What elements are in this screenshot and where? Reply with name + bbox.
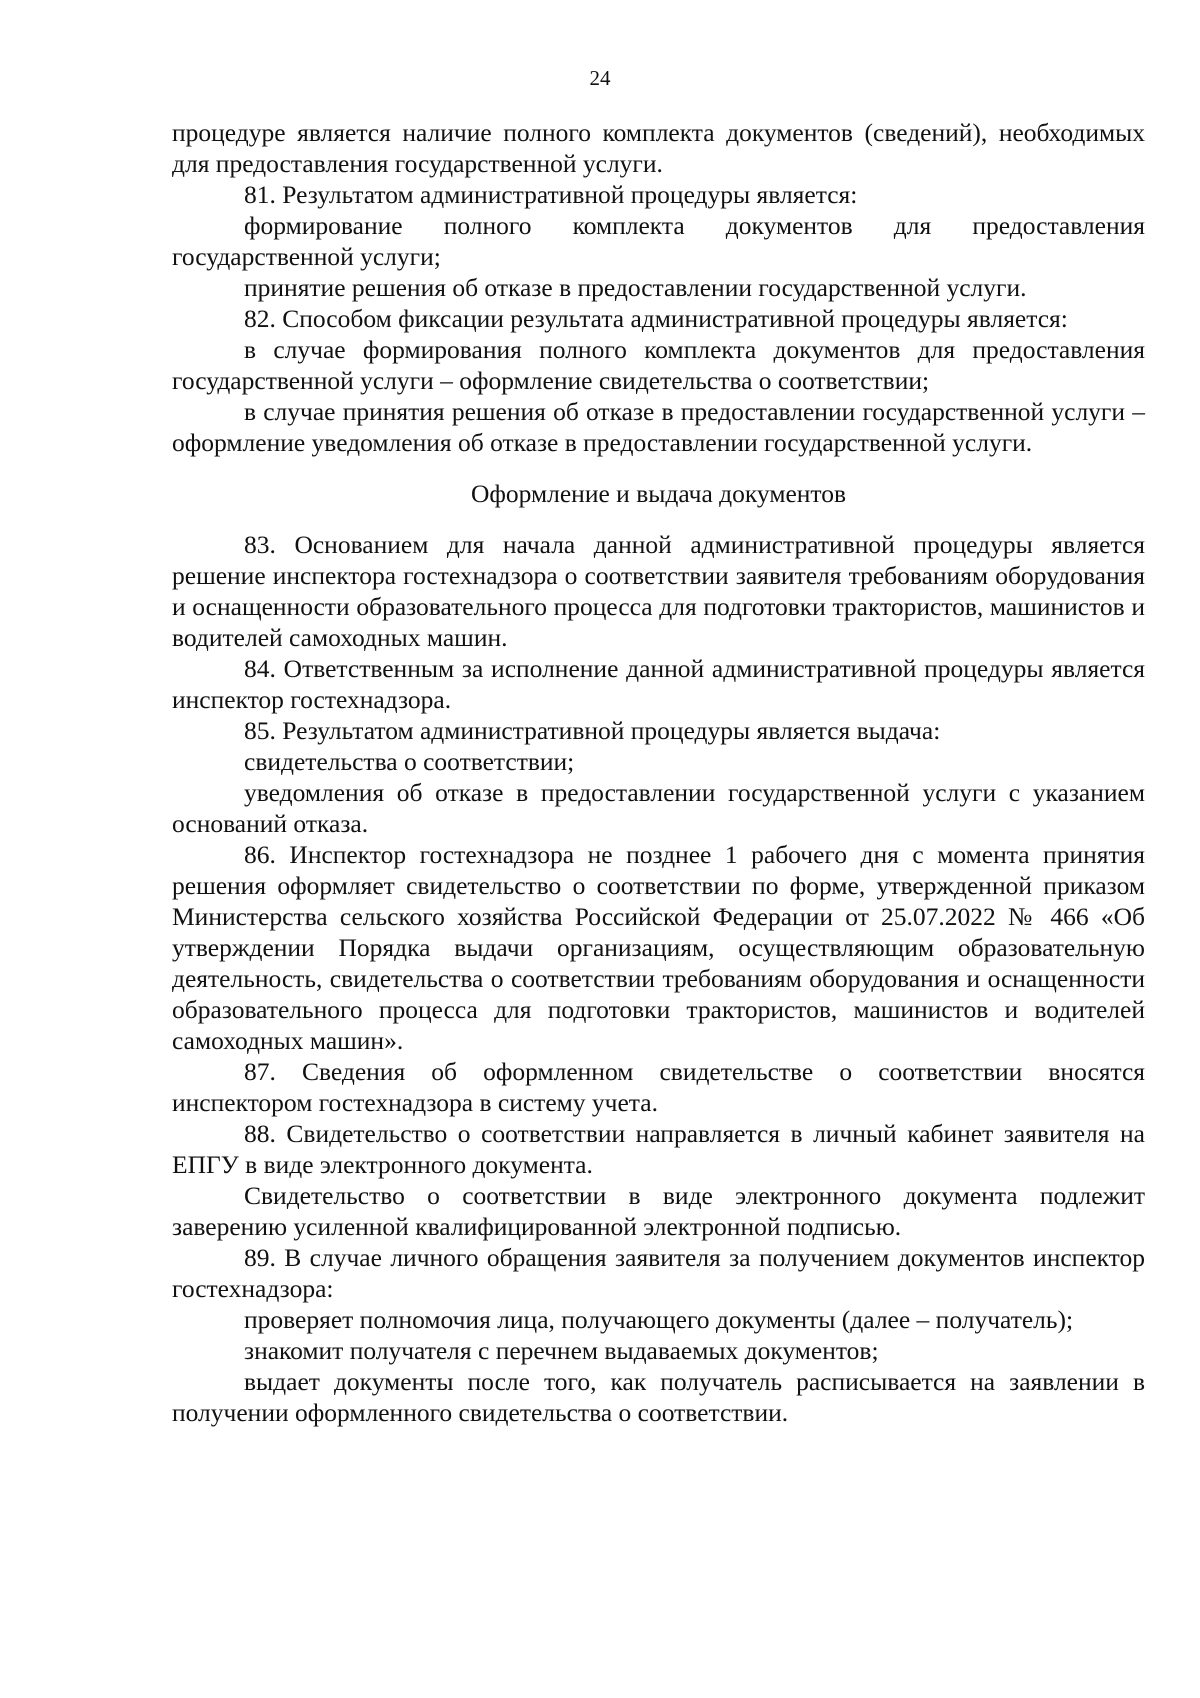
paragraph-88: 88. Свидетельство о соответствии направляется в личный кабинет заявителя на ЕПГУ в виде электронного документа. — [172, 1119, 1145, 1179]
paragraph-82: 82. Способом фиксации результата административной процедуры является: — [244, 304, 1068, 333]
paragraph-82-item-1: в случае формирования полного комплекта документов для предоставления государственной услуги – оформление свидетельства о соответствии; — [172, 335, 1145, 395]
paragraph-85: 85. Результатом административной процедуры является выдача: — [244, 716, 941, 745]
paragraph-86: 86. Инспектор гостехнадзора не позднее 1 рабочего дня с момента принятия решения оформляет свидетельство о соответствии по форме, утвержденной приказом Министерства сельского хозяйства Российской Федерации от 25.07.2022 № 466 «Об утверждении Порядка выдачи организациям, осуществляющим образовательную деятельность, свидетельства о соответствии требованиям оборудования и оснащенности образовательного процесса для подготовки трактористов, машинистов и водителей самоходных машин». — [172, 840, 1145, 1055]
paragraph-88-note: Свидетельство о соответствии в виде электронного документа подлежит заверению усиленной квалифицированной электронной подписью. — [172, 1181, 1145, 1241]
paragraph-89: 89. В случае личного обращения заявителя за получением документов инспектор гостехнадзора: — [172, 1243, 1145, 1303]
paragraph-84: 84. Ответственным за исполнение данной административной процедуры является инспектор гостехнадзора. — [172, 654, 1145, 714]
paragraph-89-item-1: проверяет полномочия лица, получающего документы (далее – получатель); — [244, 1305, 1074, 1334]
document-body — [172, 117, 1145, 1428]
paragraph-89-item-2: знакомит получателя с перечнем выдаваемых документов; — [244, 1336, 879, 1365]
page-number: 24 — [589, 66, 611, 90]
paragraph-81: 81. Результатом административной процедуры является: — [244, 180, 858, 209]
paragraph-87: 87. Сведения об оформленном свидетельстве о соответствии вносятся инспектором гостехнадзора в систему учета. — [172, 1057, 1145, 1117]
paragraph-85-item-2: уведомления об отказе в предоставлении государственной услуги с указанием оснований отказа. — [172, 778, 1145, 838]
paragraph-82-item-2: в случае принятия решения об отказе в предоставлении государственной услуги – оформление уведомления об отказе в предоставлении государственной услуги. — [172, 397, 1145, 457]
paragraph-81-item-1: формирование полного комплекта документов для предоставления государственной услуги; — [172, 211, 1145, 271]
paragraph-81-item-2: принятие решения об отказе в предоставлении государственной услуги. — [244, 273, 1027, 302]
paragraph-89-item-3: выдает документы после того, как получатель расписывается на заявлении в получении оформленного свидетельства о соответствии. — [172, 1367, 1145, 1427]
section-heading: Оформление и выдача документов — [470, 479, 847, 508]
paragraph-83: 83. Основанием для начала данной административной процедуры является решение инспектора гостехнадзора о соответствии заявителя требованиям оборудования и оснащенности образовательного процесса для подготовки трактористов, машинистов и водителей самоходных машин. — [172, 530, 1145, 652]
paragraph-continuation: процедуре является наличие полного комплекта документов (сведений), необходимых для предоставления государственной услуги. — [172, 118, 1145, 178]
paragraph-85-item-1: свидетельства о соответствии; — [244, 747, 575, 776]
